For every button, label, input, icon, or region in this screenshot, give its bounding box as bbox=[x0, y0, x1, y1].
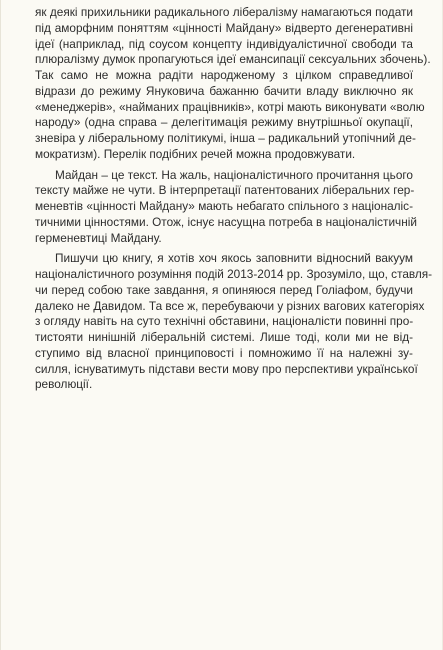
text-line: під аморфним поняттям «цінності Майдану» відверто дегенеративні bbox=[35, 20, 413, 35]
text-line: ідеї (наприклад, під соусом концепту індивідуалістичної свободи та bbox=[35, 36, 413, 51]
text-line: тистояти нинішній ліберальній системі. Лише тоді, коли ми не від- bbox=[35, 330, 413, 344]
paragraph-3 bbox=[35, 251, 433, 393]
text-line: революції. bbox=[35, 377, 93, 392]
text-line: Пишучи цю книгу, я хотів хоч якось заповнити відносний вакуум bbox=[55, 251, 413, 266]
text-line: далеко не Давидом. Та все ж, перебуваючи у різних вагових категоріях bbox=[35, 298, 425, 313]
text-line: націоналістичного розуміння подій 2013-2014 рр. Зрозуміло, що, ставля- bbox=[35, 267, 433, 281]
text-line: тексту майже не чути. В інтерпретації патентованих ліберальних гер- bbox=[35, 183, 415, 198]
text-line: силля, існуватимуть підстави вести мову про перспективи української bbox=[35, 361, 418, 376]
text-line: як деякі прихильники радикального лібералізму намагаються подати bbox=[35, 5, 413, 19]
text-line: з огляду навіть на суто технічні обставини, націоналісти повинні про- bbox=[35, 314, 414, 329]
text-line: чи перед собою таке завдання, я опиняюся перед Голіафом, будучи bbox=[35, 282, 413, 297]
text-line: плюралізму думок пропагуються ідеї емансипації сексуальних збочень). bbox=[35, 52, 431, 67]
paragraph-1 bbox=[35, 5, 431, 163]
text-line: «менеджерів», «найманих працівників», котрі мають виконувати «волю bbox=[35, 99, 425, 114]
text-line: тичними цінностями. Отож, існує насущна потреба в націоналістичній bbox=[35, 214, 417, 229]
text-line: відрази до режиму Януковича бажанню бачити владу виключно як bbox=[35, 83, 413, 98]
text-line: ступимо від власної принциповості і помножимо її на належні зу- bbox=[35, 345, 413, 360]
page-body-text bbox=[35, 5, 433, 398]
text-line: мократизм). Перелік подібних речей можна продовжувати. bbox=[35, 146, 356, 161]
text-line: меневтів «цінності Майдану» мають небагато спільного з націоналіс- bbox=[35, 199, 413, 213]
text-line: зневіра у ліберальному політикумі, інша – радикальний утопічний де- bbox=[35, 131, 416, 145]
text-line: народу» (одна справа – делегітимація режиму внутрішньої окупації, bbox=[35, 115, 413, 130]
paragraph-2 bbox=[35, 167, 417, 247]
text-line: герменевтиці Майдану. bbox=[35, 230, 162, 245]
text-line: Так само не можна радіти народженому з цілком справедливої bbox=[35, 68, 413, 82]
text-line: Майдан – це текст. На жаль, націоналістичного прочитання цього bbox=[55, 167, 413, 182]
